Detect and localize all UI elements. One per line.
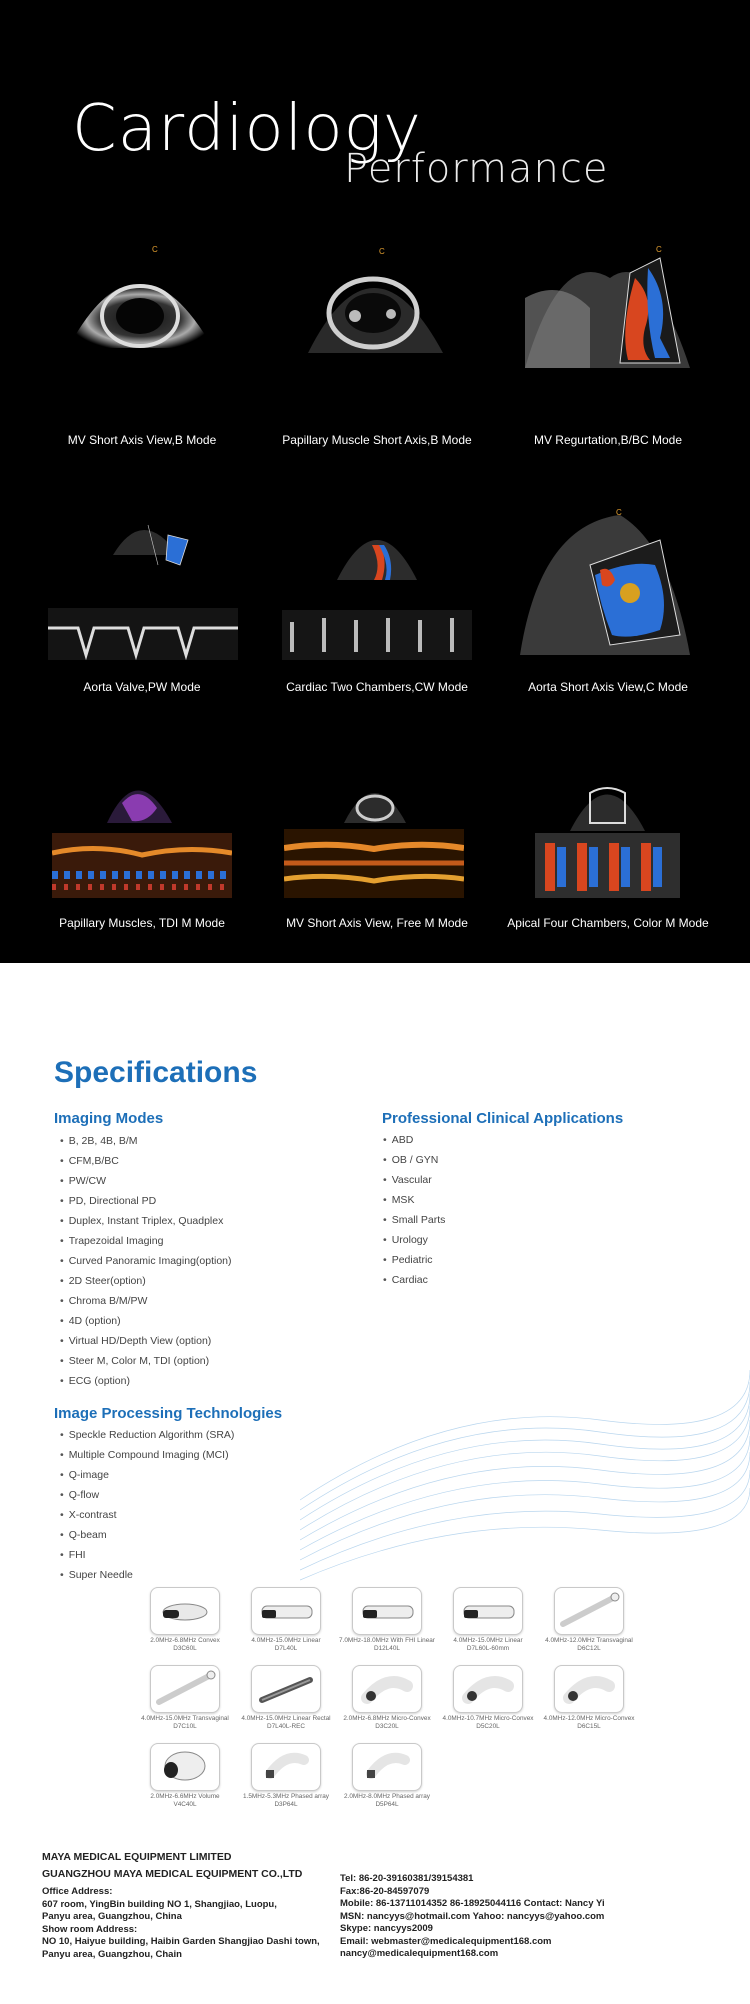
probe-model: D7L40L-REC [266,1723,305,1730]
list-item: • Pediatric [383,1250,445,1270]
imaging-modes-list [60,1131,232,1391]
probe-item [236,1587,336,1653]
list-item: • ECG (option) [60,1371,232,1391]
scan-image-9 [535,763,680,898]
scan-image-3 [520,238,700,378]
hero-title: Cardiology [72,92,422,166]
probe-item [337,1665,437,1731]
list-item: • Vascular [383,1170,445,1190]
specifications-title: Specifications [54,1056,258,1089]
probe-image [453,1587,523,1635]
company-names [42,1849,302,1883]
probe-label: 1.5MHz-5.3MHz Phased array [243,1793,329,1800]
probe-item [236,1665,336,1731]
list-item: • Curved Panoramic Imaging(option) [60,1251,232,1271]
contact-line: nancy@medicalequipment168.com [340,1948,499,1959]
list-item: • PD, Directional PD [60,1191,232,1211]
svg-text:C: C [152,245,158,254]
list-item: • B, 2B, 4B, B/M [60,1131,232,1151]
probe-image [251,1665,321,1713]
probe-label: 7.0MHz-18.0MHz With FHI Linear [339,1637,435,1644]
probe-item [539,1665,639,1731]
list-item: • Small Parts [383,1210,445,1230]
probe-label: 4.0MHz-10.7MHz Micro-Convex [442,1715,534,1722]
scan-image-7 [52,763,232,898]
scan-caption-6: Aorta Short Axis View,C Mode [528,680,688,694]
probe-item [135,1743,235,1809]
probe-model: D7C10L [173,1723,197,1730]
imaging-modes-heading: Imaging Modes [54,1110,164,1127]
probe-label: 4.0MHz-15.0MHz Transvaginal [141,1715,229,1722]
scan-image-4 [48,510,238,660]
scan-image-6 [520,505,700,655]
clinical-applications-heading: Professional Clinical Applications [382,1110,624,1127]
company-name-1: MAYA MEDICAL EQUIPMENT LIMITED [42,1851,232,1863]
probe-item [337,1587,437,1653]
probe-image [554,1665,624,1713]
probe-item [438,1665,538,1731]
scan-image-2 [283,238,463,378]
probe-item [236,1743,336,1809]
address-line: Panyu area, Guangzhou, China [42,1911,182,1922]
scan-caption-1: MV Short Axis View,B Mode [67,433,217,447]
list-item: • Q-image [60,1465,234,1485]
address-line: Show room Address: [42,1923,138,1935]
cardiology-hero [0,0,750,963]
probe-item [337,1743,437,1809]
address-line: Panyu area, Guangzhou, Chain [42,1948,182,1960]
list-item: • MSK [383,1190,445,1210]
hero-subtitle: Performance [344,146,609,192]
probe-model: D6C15L [577,1723,601,1730]
list-item: • OB / GYN [383,1150,445,1170]
probe-image [352,1743,422,1791]
list-item: • 4D (option) [60,1311,232,1331]
clinical-applications-list [383,1130,445,1290]
scan-caption-3: MV Regurtation,B/BC Mode [533,433,683,447]
scan-caption-7: Papillary Muscles, TDI M Mode [59,916,225,930]
probe-label: 2.0MHz-6.8MHz Micro-Convex [343,1715,431,1722]
list-item: • Cardiac [383,1270,445,1290]
image-processing-list [60,1425,234,1585]
svg-text:C: C [656,245,662,254]
image-processing-heading: Image Processing Technologies [54,1405,283,1422]
list-item: • CFM,B/BC [60,1151,232,1171]
scan-caption-9: Apical Four Chambers, Color M Mode [507,916,709,930]
list-item: • 2D Steer(option) [60,1271,232,1291]
list-item: • X-contrast [60,1505,234,1525]
probe-label: 2.0MHz-8.0MHz Phased array [344,1793,430,1800]
probe-item [135,1587,235,1653]
list-item: • Trapezoidal Imaging [60,1231,232,1251]
contact-line: Skype: nancyys2009 [340,1923,433,1934]
probe-item [539,1587,639,1653]
list-item: • ABD [383,1130,445,1150]
contact-line: Mobile: 86-13711014352 86-18925044116 Contact: Nancy Yi [340,1898,605,1909]
list-item: • Super Needle [60,1565,234,1585]
scan-image-5 [282,510,472,660]
address-line: 607 room, YingBin building NO 1, Shangjiao, Luopu, [42,1898,277,1910]
contact-line: MSN: nancyys@hotmail.com Yahoo: nancyys@yahoo.com [340,1910,605,1922]
probe-model: D3C20L [375,1723,399,1730]
probe-model: D7L40L [274,1645,298,1652]
probe-label: 4.0MHz-15.0MHz Linear [453,1637,523,1644]
probe-model: D7L60L-60mm [466,1645,510,1652]
list-item: • Virtual HD/Depth View (option) [60,1331,232,1351]
probe-label: 4.0MHz-12.0MHz Transvaginal [545,1637,633,1644]
probe-model: D12L40L [374,1645,400,1652]
probe-model: D3C60L [173,1645,197,1652]
list-item: • Duplex, Instant Triplex, Quadplex [60,1211,232,1231]
contact-line: Email: webmaster@medicalequipment168.com [340,1935,552,1947]
probe-label: 4.0MHz-15.0MHz Linear Rectal [241,1715,331,1722]
address-line: Office Address: [42,1886,113,1897]
probe-label: 4.0MHz-12.0MHz Micro-Convex [543,1715,635,1722]
probe-image [251,1587,321,1635]
probe-image [150,1743,220,1791]
probe-item [438,1587,538,1653]
scan-caption-8: MV Short Axis View, Free M Mode [286,916,468,930]
list-item: • PW/CW [60,1171,232,1191]
contact-line: Tel: 86-20-39160381/39154381 [340,1873,474,1884]
probe-model: D5P64L [375,1801,399,1808]
scan-image-8 [284,763,464,898]
scan-image-1 [48,238,228,378]
scan-caption-4: Aorta Valve,PW Mode [83,680,201,694]
list-item: • Speckle Reduction Algorithm (SRA) [60,1425,234,1445]
contact-line: Fax:86-20-84597079 [340,1885,430,1897]
address-line: NO 10, Haiyue building, Haibin Garden Shangjiao Dashi town, [42,1936,320,1947]
list-item: • Steer M, Color M, TDI (option) [60,1351,232,1371]
list-item: • Urology [383,1230,445,1250]
list-item: • FHI [60,1545,234,1565]
company-contact [340,1873,605,1961]
probe-image [352,1587,422,1635]
list-item: • Multiple Compound Imaging (MCI) [60,1445,234,1465]
scan-caption-2: Papillary Muscle Short Axis,B Mode [282,433,472,447]
probe-model: D3P64L [274,1801,298,1808]
probe-item [135,1665,235,1731]
decorative-wave-lines [300,1360,750,1620]
probe-image [352,1665,422,1713]
probe-label: 4.0MHz-15.0MHz Linear [251,1637,321,1644]
list-item: • Q-beam [60,1525,234,1545]
probe-label: 2.0MHz-6.6MHz Volume [150,1793,220,1800]
probe-image [150,1587,220,1635]
probe-image [554,1587,624,1635]
probe-model: D5C20L [476,1723,500,1730]
probe-image [150,1665,220,1713]
probe-label: 2.0MHz-6.8MHz Convex [150,1637,220,1644]
probe-image [453,1665,523,1713]
company-name-2: GUANGZHOU MAYA MEDICAL EQUIPMENT CO.,LTD [42,1868,303,1880]
probe-model: V4C40L [173,1801,197,1808]
company-address [42,1886,320,1961]
probe-model: D6C12L [577,1645,601,1652]
list-item: • Q-flow [60,1485,234,1505]
svg-text:C: C [379,247,385,256]
scan-caption-5: Cardiac Two Chambers,CW Mode [286,680,468,694]
probe-image [251,1743,321,1791]
svg-text:C: C [616,508,622,517]
list-item: • Chroma B/M/PW [60,1291,232,1311]
